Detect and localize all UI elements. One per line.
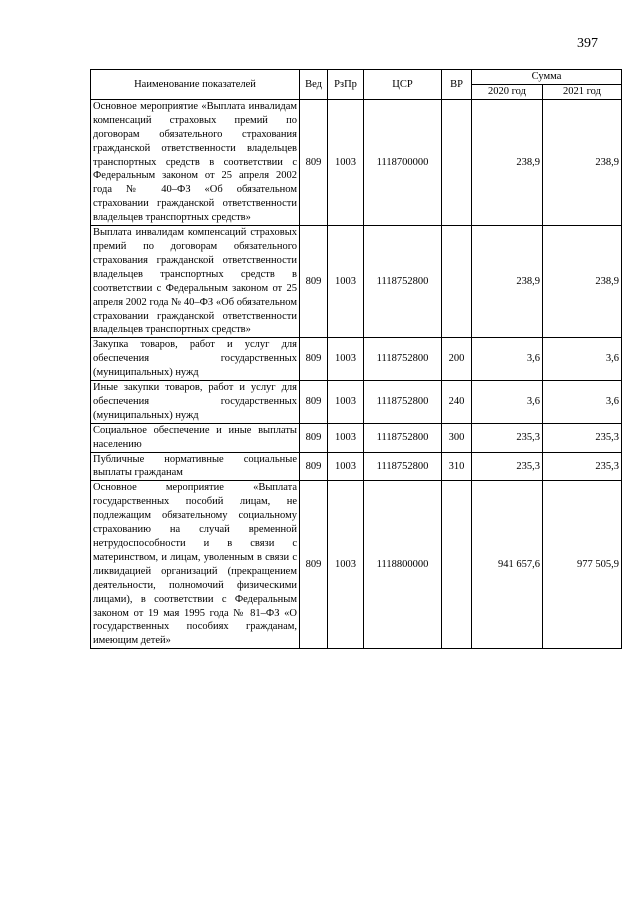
- header-rzpr: РзПр: [328, 70, 364, 100]
- row-vr: [442, 226, 472, 338]
- row-rzpr: 1003: [328, 226, 364, 338]
- header-csr: ЦСР: [364, 70, 442, 100]
- row-ved: 809: [300, 452, 328, 481]
- row-vr: 300: [442, 423, 472, 452]
- row-sum-2020: 238,9: [472, 99, 543, 225]
- row-rzpr: 1003: [328, 452, 364, 481]
- row-ved: 809: [300, 338, 328, 381]
- page-number: 397: [577, 36, 598, 51]
- row-vr: 200: [442, 338, 472, 381]
- row-sum-2020: 3,6: [472, 338, 543, 381]
- header-name: Наименование показателей: [91, 70, 300, 100]
- row-csr: 1118752800: [364, 423, 442, 452]
- row-sum-2020: 235,3: [472, 452, 543, 481]
- row-ved: 809: [300, 481, 328, 649]
- table-row: [91, 452, 622, 481]
- row-name: Закупка товаров, работ и услуг для обеспечения государственных (муниципальных) нужд: [91, 338, 300, 381]
- row-name: Основное мероприятие «Выплата инвалидам компенсаций страховых премий по договорам обязательного страхования гражданской ответственности владельцев транспортных средств в соответствии с Федеральным законом от 25 апреля 2002 года № 40–ФЗ «Об обязательном страховании гражданской ответственности владельцев транспортных средств»: [91, 99, 300, 225]
- row-vr: [442, 99, 472, 225]
- header-sum: Сумма: [472, 70, 622, 85]
- row-rzpr: 1003: [328, 99, 364, 225]
- header-year-2021: 2021 год: [543, 85, 622, 100]
- row-sum-2020: 3,6: [472, 381, 543, 424]
- row-rzpr: 1003: [328, 423, 364, 452]
- row-csr: 1118700000: [364, 99, 442, 225]
- budget-table: [90, 69, 622, 649]
- row-csr: 1118800000: [364, 481, 442, 649]
- row-vr: 240: [442, 381, 472, 424]
- row-csr: 1118752800: [364, 226, 442, 338]
- table-row: [91, 338, 622, 381]
- row-sum-2021: 235,3: [543, 452, 622, 481]
- row-sum-2020: 238,9: [472, 226, 543, 338]
- row-name: Выплата инвалидам компенсаций страховых премий по договорам обязательного страхования гражданской ответственности владельцев транспортных средств в соответствии с Федеральным законом от 25 апреля 2002 года № 40–ФЗ «Об обязательном страховании гражданской ответственности владельцев транспортных средств»: [91, 226, 300, 338]
- row-csr: 1118752800: [364, 452, 442, 481]
- row-rzpr: 1003: [328, 481, 364, 649]
- row-rzpr: 1003: [328, 381, 364, 424]
- row-ved: 809: [300, 423, 328, 452]
- row-sum-2021: 977 505,9: [543, 481, 622, 649]
- header-year-2020: 2020 год: [472, 85, 543, 100]
- table-row: [91, 481, 622, 649]
- row-name: Социальное обеспечение и иные выплаты населению: [91, 423, 300, 452]
- row-rzpr: 1003: [328, 338, 364, 381]
- row-sum-2021: 3,6: [543, 381, 622, 424]
- table-row: [91, 423, 622, 452]
- row-sum-2020: 941 657,6: [472, 481, 543, 649]
- row-ved: 809: [300, 99, 328, 225]
- header-vr: ВР: [442, 70, 472, 100]
- row-name: Публичные нормативные социальные выплаты гражданам: [91, 452, 300, 481]
- row-vr: 310: [442, 452, 472, 481]
- row-ved: 809: [300, 226, 328, 338]
- header-ved: Вед: [300, 70, 328, 100]
- row-sum-2021: 238,9: [543, 99, 622, 225]
- row-name: Основное мероприятие «Выплата государственных пособий лицам, не подлежащим обязательному социальному страхованию на случай временной нетрудоспособности и в связи с материнством, и лицам, уволенным в связи с ликвидацией организаций (прекращением деятельности, полномочий физическими лицами), в соответствии с Федеральным законом от 19 мая 1995 года № 81–ФЗ «О государственных пособиях гражданам, имеющим детей»: [91, 481, 300, 649]
- row-sum-2021: 235,3: [543, 423, 622, 452]
- table-row: [91, 226, 622, 338]
- row-csr: 1118752800: [364, 381, 442, 424]
- table-row: [91, 381, 622, 424]
- row-ved: 809: [300, 381, 328, 424]
- row-csr: 1118752800: [364, 338, 442, 381]
- row-sum-2021: 238,9: [543, 226, 622, 338]
- row-sum-2020: 235,3: [472, 423, 543, 452]
- table-row: [91, 99, 622, 225]
- row-name: Иные закупки товаров, работ и услуг для обеспечения государственных (муниципальных) нужд: [91, 381, 300, 424]
- row-vr: [442, 481, 472, 649]
- row-sum-2021: 3,6: [543, 338, 622, 381]
